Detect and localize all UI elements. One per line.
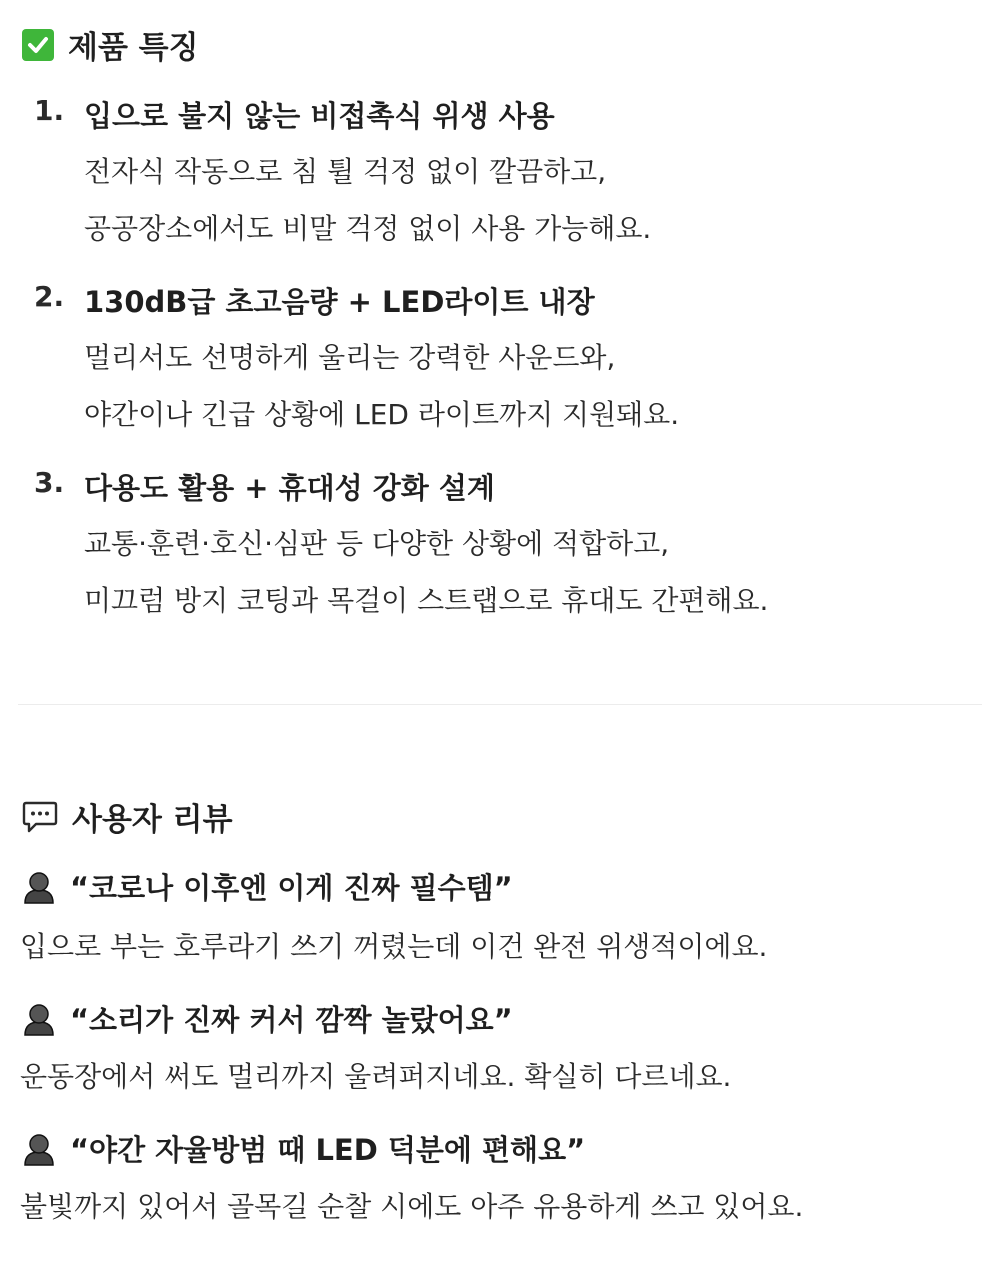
user-avatar-icon (22, 1002, 56, 1036)
review-quote (22, 998, 513, 1039)
check-box-icon (22, 29, 54, 61)
features-heading (22, 22, 199, 67)
reviews-heading-label: 사용자 리뷰 (72, 802, 233, 838)
reviews-heading (22, 794, 233, 839)
user-avatar-icon (22, 870, 56, 904)
review-quote-text: “야간 자율방범 때 LED 덕분에 편해요” (70, 1133, 586, 1167)
speech-bubble-icon (22, 800, 58, 834)
features-heading-label: 제품 특징 (68, 30, 199, 66)
feature-title: 다용도 활용 + 휴대성 강화 설계 (84, 471, 495, 505)
feature-description-line: 야간이나 긴급 상황에 LED 라이트까지 지원돼요. (84, 398, 680, 431)
review-quote-text: “소리가 진짜 커서 깜짝 놀랐어요” (70, 1003, 513, 1037)
review-quote-text: “코로나 이후엔 이게 진짜 필수템” (70, 871, 513, 905)
feature-description-line: 멀리서도 선명하게 울리는 강력한 사운드와, (84, 341, 616, 374)
feature-title: 입으로 불지 않는 비접촉식 위생 사용 (84, 99, 555, 133)
feature-description-line: 미끄럼 방지 코팅과 목걸이 스트랩으로 휴대도 간편해요. (84, 584, 769, 617)
review-quote (22, 866, 513, 907)
review-body: 운동장에서 써도 멀리까지 울려퍼지네요. 확실히 다르네요. (20, 1060, 732, 1093)
feature-description-line: 전자식 작동으로 침 튈 걱정 없이 깔끔하고, (84, 155, 607, 188)
feature-description-line: 교통·훈련·호신·심판 등 다양한 상황에 적합하고, (84, 527, 670, 560)
review-body: 입으로 부는 호루라기 쓰기 꺼렸는데 이건 완전 위생적이에요. (20, 930, 768, 963)
section-divider (18, 704, 982, 705)
feature-title: 130dB급 초고음량 + LED라이트 내장 (84, 285, 595, 319)
review-body: 불빛까지 있어서 골목길 순찰 시에도 아주 유용하게 쓰고 있어요. (20, 1190, 804, 1223)
review-quote (22, 1128, 585, 1169)
feature-number: 2. (34, 280, 65, 313)
feature-number: 1. (34, 94, 65, 127)
user-avatar-icon (22, 1132, 56, 1166)
feature-description-line: 공공장소에서도 비말 걱정 없이 사용 가능해요. (84, 212, 652, 245)
feature-number: 3. (34, 466, 65, 499)
